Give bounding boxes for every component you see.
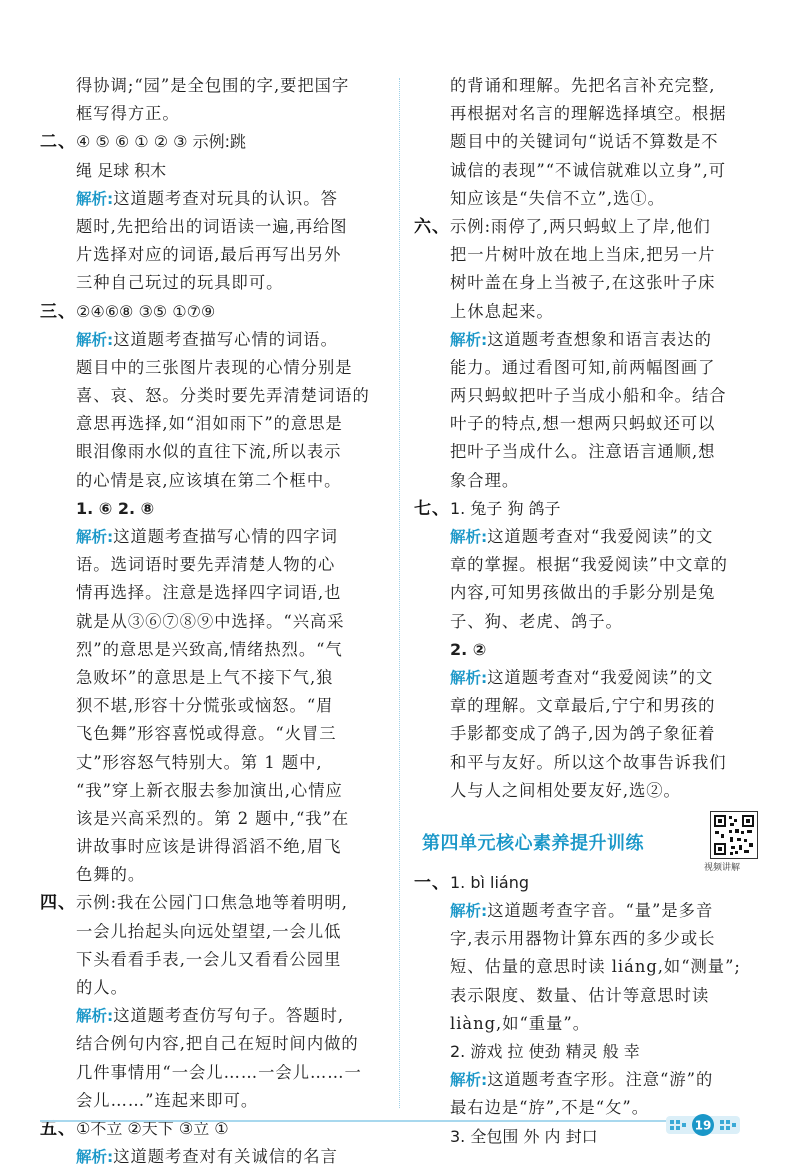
section-marker: 四、 xyxy=(40,893,76,914)
analysis-line: 该是兴高采烈的。第 2 题中,“我”在 xyxy=(76,808,350,828)
footer-rule xyxy=(40,1120,740,1122)
analysis-line: 诚信的表现”“不诚信就难以立身”,可 xyxy=(450,160,727,180)
answer-line: 树叶盖在身上当被子,在这张叶子床 xyxy=(450,273,716,293)
answer-text: ①不立 ②天下 ③立 ① xyxy=(76,1118,229,1138)
analysis-tag: 解析: xyxy=(450,528,488,546)
analysis-text: 这道题考查对玩具的认识。答 xyxy=(113,188,338,208)
analysis-line: 人与人之间相处要友好,选②。 xyxy=(450,780,681,800)
analysis-line: 再根据对名言的理解选择填空。根据 xyxy=(450,104,727,124)
section-marker: 三、 xyxy=(40,301,76,322)
qr-label: 视频讲解 xyxy=(704,862,741,873)
analysis-tag: 解析: xyxy=(450,902,488,921)
answer-line xyxy=(40,298,385,326)
analysis-line: 短、估量的意思时读 liáng,如“测量”; xyxy=(450,957,741,977)
analysis-line: 把叶子当成什么。注意语言通顺,想 xyxy=(450,442,716,462)
analysis-line: 眼泪像雨水似的直往下流,所以表示 xyxy=(76,442,342,462)
answer-text: ②④⑥⑧ ③⑤ ①⑦⑨ xyxy=(76,301,216,321)
analysis-tag: 解析: xyxy=(450,1071,488,1090)
analysis-tag: 解析: xyxy=(76,189,114,208)
analysis-line: 最右边是“斿”,不是“攵”。 xyxy=(450,1098,650,1118)
analysis-line: 就是从③⑥⑦⑧⑨中选择。“兴高采 xyxy=(76,611,345,631)
analysis-line: 知应该是“失信不立”,选①。 xyxy=(450,188,665,208)
analysis-line: 三种自己玩过的玩具即可。 xyxy=(76,273,284,293)
answer-line xyxy=(414,869,766,897)
analysis-line: 讲故事时应该是讲得滔滔不绝,眉飞 xyxy=(76,837,342,857)
analysis-line: 章的理解。文章最后,宁宁和男孩的 xyxy=(450,696,716,716)
section-marker: 二、 xyxy=(40,132,76,153)
analysis-line: liàng,如“重量”。 xyxy=(450,1013,590,1033)
section-marker: 七、 xyxy=(414,498,450,519)
answer-line: 的人。 xyxy=(76,978,128,997)
analysis-text: 这道题考查字音。“量”是多音 xyxy=(487,901,714,921)
analysis-text: 这道题考查对“我爱阅读”的文 xyxy=(487,667,714,687)
analysis-line xyxy=(40,1143,385,1171)
answer-text: 2. 游戏 拉 使劲 精灵 般 幸 xyxy=(450,1042,640,1061)
analysis-line: 题时,先把给出的词语读一遍,再给图 xyxy=(76,216,348,236)
analysis-line: 两只蚂蚁把叶子当成小船和伞。结合 xyxy=(450,386,727,406)
unit-title: 第四单元核心素养提升训练 xyxy=(422,832,644,854)
analysis-line: 丈”形容怒气特别大。第 1 题中, xyxy=(76,752,323,772)
analysis-line: 能力。通过看图可知,前两幅图画了 xyxy=(450,357,716,377)
answer-line xyxy=(40,128,385,156)
analysis-line xyxy=(40,185,385,213)
analysis-line: 意思再选择,如“泪如雨下”的意思是 xyxy=(76,414,343,434)
analysis-tag: 解析: xyxy=(76,330,114,349)
analysis-text: 这道题考查想象和语言表达的 xyxy=(487,329,712,349)
section-marker: 六、 xyxy=(414,216,450,237)
text-line: 框写得方正。 xyxy=(76,104,180,124)
analysis-line xyxy=(40,326,385,354)
analysis-line: 字,表示用器物计算东西的多少或长 xyxy=(450,929,716,949)
page-number-badge xyxy=(666,1114,740,1136)
analysis-line: 和平与友好。所以这个故事告诉我们 xyxy=(450,752,727,772)
answer-text: 1. ⑥ 2. ⑧ xyxy=(76,498,155,518)
analysis-line: 题目中的三张图片表现的心情分别是 xyxy=(76,357,353,377)
analysis-line: 情再选择。注意是选择四字词语,也 xyxy=(76,583,342,603)
analysis-line: 烈”的意思是兴致高,情绪热烈。“气 xyxy=(76,639,343,659)
answer-line: 一会儿抬起头向远处望望,一会儿低 xyxy=(76,921,342,941)
analysis-line: 色舞的。 xyxy=(76,865,146,885)
analysis-line xyxy=(414,326,766,354)
analysis-text: 这道题考查对“我爱阅读”的文 xyxy=(487,527,714,546)
answer-text: ④ ⑤ ⑥ ① ② ③ 示例:跳 xyxy=(76,132,246,152)
answer-line: 把一片树叶放在地上当床,把另一片 xyxy=(450,245,716,265)
analysis-line: 手影都变成了鸽子,因为鸽子象征着 xyxy=(450,724,716,744)
analysis-line: 章的掌握。根据“我爱阅读”中文章的 xyxy=(450,555,728,575)
answer-line: 上休息起来。 xyxy=(450,301,554,321)
answer-text: 2. ② xyxy=(450,639,487,659)
analysis-line: 子、狗、老虎、鸽子。 xyxy=(450,611,623,631)
analysis-line xyxy=(40,523,385,551)
analysis-line: 语。选词语时要先弄清楚人物的心 xyxy=(76,555,336,575)
analysis-line: 象合理。 xyxy=(450,470,520,490)
section-marker: 一、 xyxy=(414,872,450,893)
answer-text: 绳 足球 积木 xyxy=(76,160,167,180)
answer-line xyxy=(40,157,385,185)
analysis-text: 这道题考查对有关诚信的名言 xyxy=(113,1147,338,1167)
analysis-line: 的心情是哀,应该填在第二个框中。 xyxy=(76,470,342,490)
sub-answer xyxy=(414,636,766,664)
answer-text: 1. 兔子 狗 鸽子 xyxy=(450,498,561,518)
analysis-tag: 解析: xyxy=(76,528,114,546)
analysis-tag: 解析: xyxy=(450,668,488,687)
analysis-line xyxy=(40,1002,385,1030)
analysis-line: 几件事情用“一会儿……一会儿……一 xyxy=(76,1062,362,1082)
analysis-text: 这道题考查描写心情的四字词 xyxy=(113,527,338,546)
analysis-text: 这道题考查仿写句子。答题时, xyxy=(113,1006,345,1026)
analysis-line: 急败坏”的意思是上气不接下气,狼 xyxy=(76,667,334,687)
text-line: 得协调;“园”是全包围的字,要把国字 xyxy=(76,76,350,95)
sub-answer xyxy=(40,495,385,523)
qr-code-icon[interactable] xyxy=(710,811,758,859)
analysis-tag: 解析: xyxy=(76,1007,114,1026)
analysis-line: 叶子的特点,想一想两只蚂蚁还可以 xyxy=(450,414,716,434)
analysis-line xyxy=(414,664,766,692)
analysis-line: 喜、哀、怒。分类时要先弄清楚词语的 xyxy=(76,386,370,406)
sub-answer xyxy=(414,1038,766,1066)
page-number: 19 xyxy=(694,1118,712,1133)
answer-text: 3. 全包围 外 内 封口 xyxy=(450,1126,598,1146)
analysis-line: “我”穿上新衣服去参加演出,心情应 xyxy=(76,780,343,800)
answer-line xyxy=(414,213,766,241)
left-column xyxy=(40,72,385,1171)
analysis-text: 这道题考查描写心情的词语。 xyxy=(113,329,338,349)
analysis-line: 会儿……”连起来即可。 xyxy=(76,1090,259,1110)
analysis-tag: 解析: xyxy=(76,1148,114,1167)
analysis-line xyxy=(414,523,766,551)
analysis-line: 的背诵和理解。先把名言补充完整, xyxy=(450,76,716,95)
answer-text: 1. bì liáng xyxy=(450,872,530,892)
answer-line xyxy=(414,495,766,523)
analysis-tag: 解析: xyxy=(450,330,488,349)
analysis-line: 题目中的关键词句“说话不算数是不 xyxy=(450,132,719,152)
answer-line: 下头看看手表,一会儿又看看公园里 xyxy=(76,949,342,969)
analysis-line: 结合例句内容,把自己在短时间内做的 xyxy=(76,1034,359,1054)
unit-header xyxy=(414,811,766,873)
answer-text: 示例:我在公园门口焦急地等着明明, xyxy=(76,893,348,913)
column-divider xyxy=(399,78,400,1108)
analysis-line xyxy=(414,897,766,925)
answer-line xyxy=(40,889,385,917)
analysis-line: 飞色舞”形容喜悦或得意。“火冒三 xyxy=(76,724,337,744)
right-column xyxy=(414,72,766,1151)
analysis-line: 表示限度、数量、估计等意思时读 xyxy=(450,985,710,1005)
analysis-line: 内容,可知男孩做出的手影分别是兔 xyxy=(450,583,716,603)
answer-text: 示例:雨停了,两只蚂蚁上了岸,他们 xyxy=(450,216,711,236)
analysis-text: 这道题考查字形。注意“游”的 xyxy=(487,1070,714,1090)
section-marker: 五、 xyxy=(40,1118,76,1139)
analysis-line xyxy=(414,1066,766,1094)
analysis-line: 片选择对应的词语,最后再写出另外 xyxy=(76,245,342,265)
analysis-line: 狈不堪,形容十分慌张或恼怒。“眉 xyxy=(76,696,334,716)
